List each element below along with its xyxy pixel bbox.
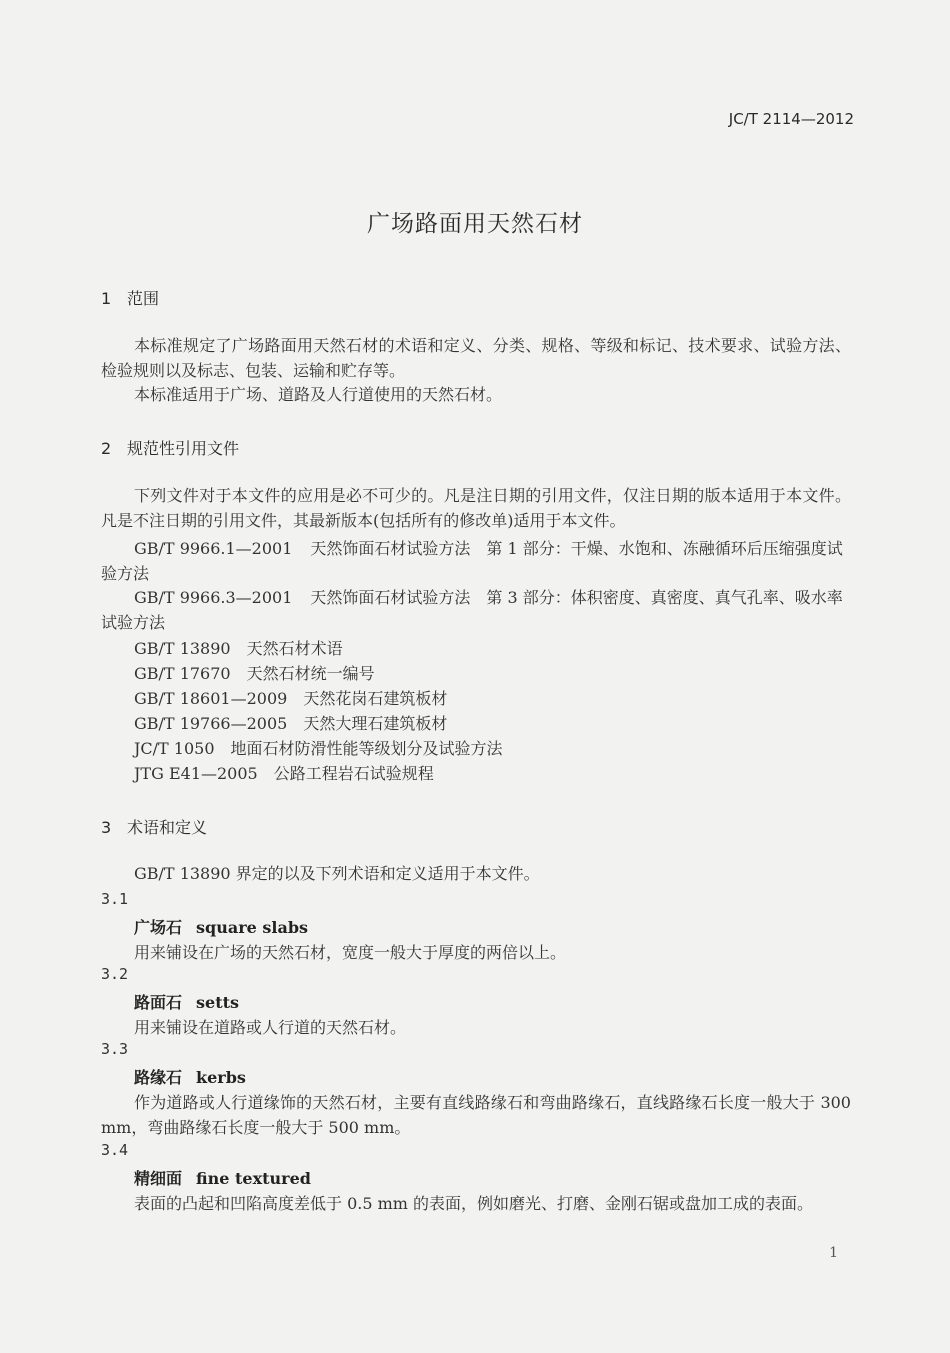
section-number: 2 — [101, 439, 112, 458]
reference-code: GB/T 17670 — [134, 664, 231, 683]
term-definition: 用来铺设在道路或人行道的天然石材。 — [134, 1018, 407, 1037]
reference-item — [134, 761, 434, 784]
term-name — [134, 1166, 311, 1189]
reference-code: JTG E41—2005 — [134, 764, 258, 783]
reference-title: 天然石材统一编号 — [246, 664, 375, 683]
section-title: 规范性引用文件 — [127, 439, 240, 458]
reference-code: GB/T 18601—2009 — [134, 689, 288, 708]
reference-code: JC/T 1050 — [134, 739, 215, 758]
section-number: 3 — [101, 818, 112, 837]
reference-code: GB/T 9966.3—2001 — [134, 588, 293, 607]
section-title: 范围 — [127, 289, 160, 308]
reference-title: 天然饰面石材试验方法 第 3 部分：体积密度、真密度、真气孔率、吸水率试验方法 — [101, 588, 843, 632]
reference-code: GB/T 13890 — [134, 639, 231, 658]
reference-item — [134, 736, 503, 759]
reference-title: 公路工程岩石试验规程 — [273, 764, 434, 783]
scope-paragraph: 本标准适用于广场、道路及人行道使用的天然石材。 — [134, 385, 503, 404]
term-definition: 表面的凸起和凹陷高度差低于 0.5 mm 的表面，例如磨光、打磨、金刚石锯或盘加工成的表面。 — [134, 1194, 814, 1213]
document-title: 广场路面用天然石材 — [367, 211, 583, 237]
section-heading-scope — [101, 286, 159, 309]
section-number: 1 — [101, 289, 112, 308]
term-name — [134, 1065, 246, 1088]
reference-title: 天然石材术语 — [246, 639, 343, 658]
term-name-en: kerbs — [196, 1068, 246, 1087]
term-name-en: square slabs — [196, 918, 309, 937]
reference-title: 天然花岗石建筑板材 — [303, 689, 448, 708]
term-definition: 用来铺设在广场的天然石材，宽度一般大于厚度的两倍以上。 — [134, 943, 567, 962]
reference-code: GB/T 9966.1—2001 — [134, 539, 293, 558]
reference-code: GB/T 19766—2005 — [134, 714, 288, 733]
standard-code: JC/T 2114—2012 — [728, 110, 854, 128]
term-name — [134, 915, 308, 938]
term-name-zh: 广场石 — [134, 918, 183, 937]
term-name-zh: 精细面 — [134, 1169, 183, 1188]
reference-title: 天然饰面石材试验方法 第 1 部分：干燥、水饱和、冻融循环后压缩强度试验方法 — [101, 539, 843, 583]
reference-item — [134, 636, 343, 659]
term-definition: 作为道路或人行道缘饰的天然石材，主要有直线路缘石和弯曲路缘石，直线路缘石长度一般大于 300 mm，弯曲路缘石长度一般大于 500 mm。 — [101, 1093, 851, 1137]
term-name-en: setts — [196, 993, 239, 1012]
page-number: 1 — [829, 1245, 838, 1261]
reference-item — [101, 585, 851, 635]
section-heading-terms — [101, 815, 207, 838]
term-number: 3.2 — [101, 965, 129, 983]
term-name — [134, 990, 239, 1013]
section-heading-references — [101, 436, 239, 459]
reference-item — [134, 711, 447, 734]
scope-paragraph: 本标准规定了广场路面用天然石材的术语和定义、分类、规格、等级和标记、技术要求、试验方法、检验规则以及标志、包装、运输和贮存等。 — [101, 336, 851, 380]
term-number: 3.4 — [101, 1141, 129, 1159]
term-name-zh: 路面石 — [134, 993, 183, 1012]
term-name-en: fine textured — [196, 1169, 311, 1188]
reference-item — [134, 661, 375, 684]
term-number: 3.1 — [101, 890, 129, 908]
reference-title: 地面石材防滑性能等级划分及试验方法 — [230, 739, 503, 758]
section-title: 术语和定义 — [127, 818, 208, 837]
term-number: 3.3 — [101, 1040, 129, 1058]
references-intro: 下列文件对于本文件的应用是必不可少的。凡是注日期的引用文件，仅注日期的版本适用于本文件。凡是不注日期的引用文件，其最新版本(包括所有的修改单)适用于本文件。 — [101, 486, 851, 530]
reference-item — [134, 686, 447, 709]
term-name-zh: 路缘石 — [134, 1068, 183, 1087]
terms-intro: GB/T 13890 界定的以及下列术语和定义适用于本文件。 — [134, 864, 540, 883]
reference-item — [101, 536, 851, 586]
reference-title: 天然大理石建筑板材 — [303, 714, 448, 733]
